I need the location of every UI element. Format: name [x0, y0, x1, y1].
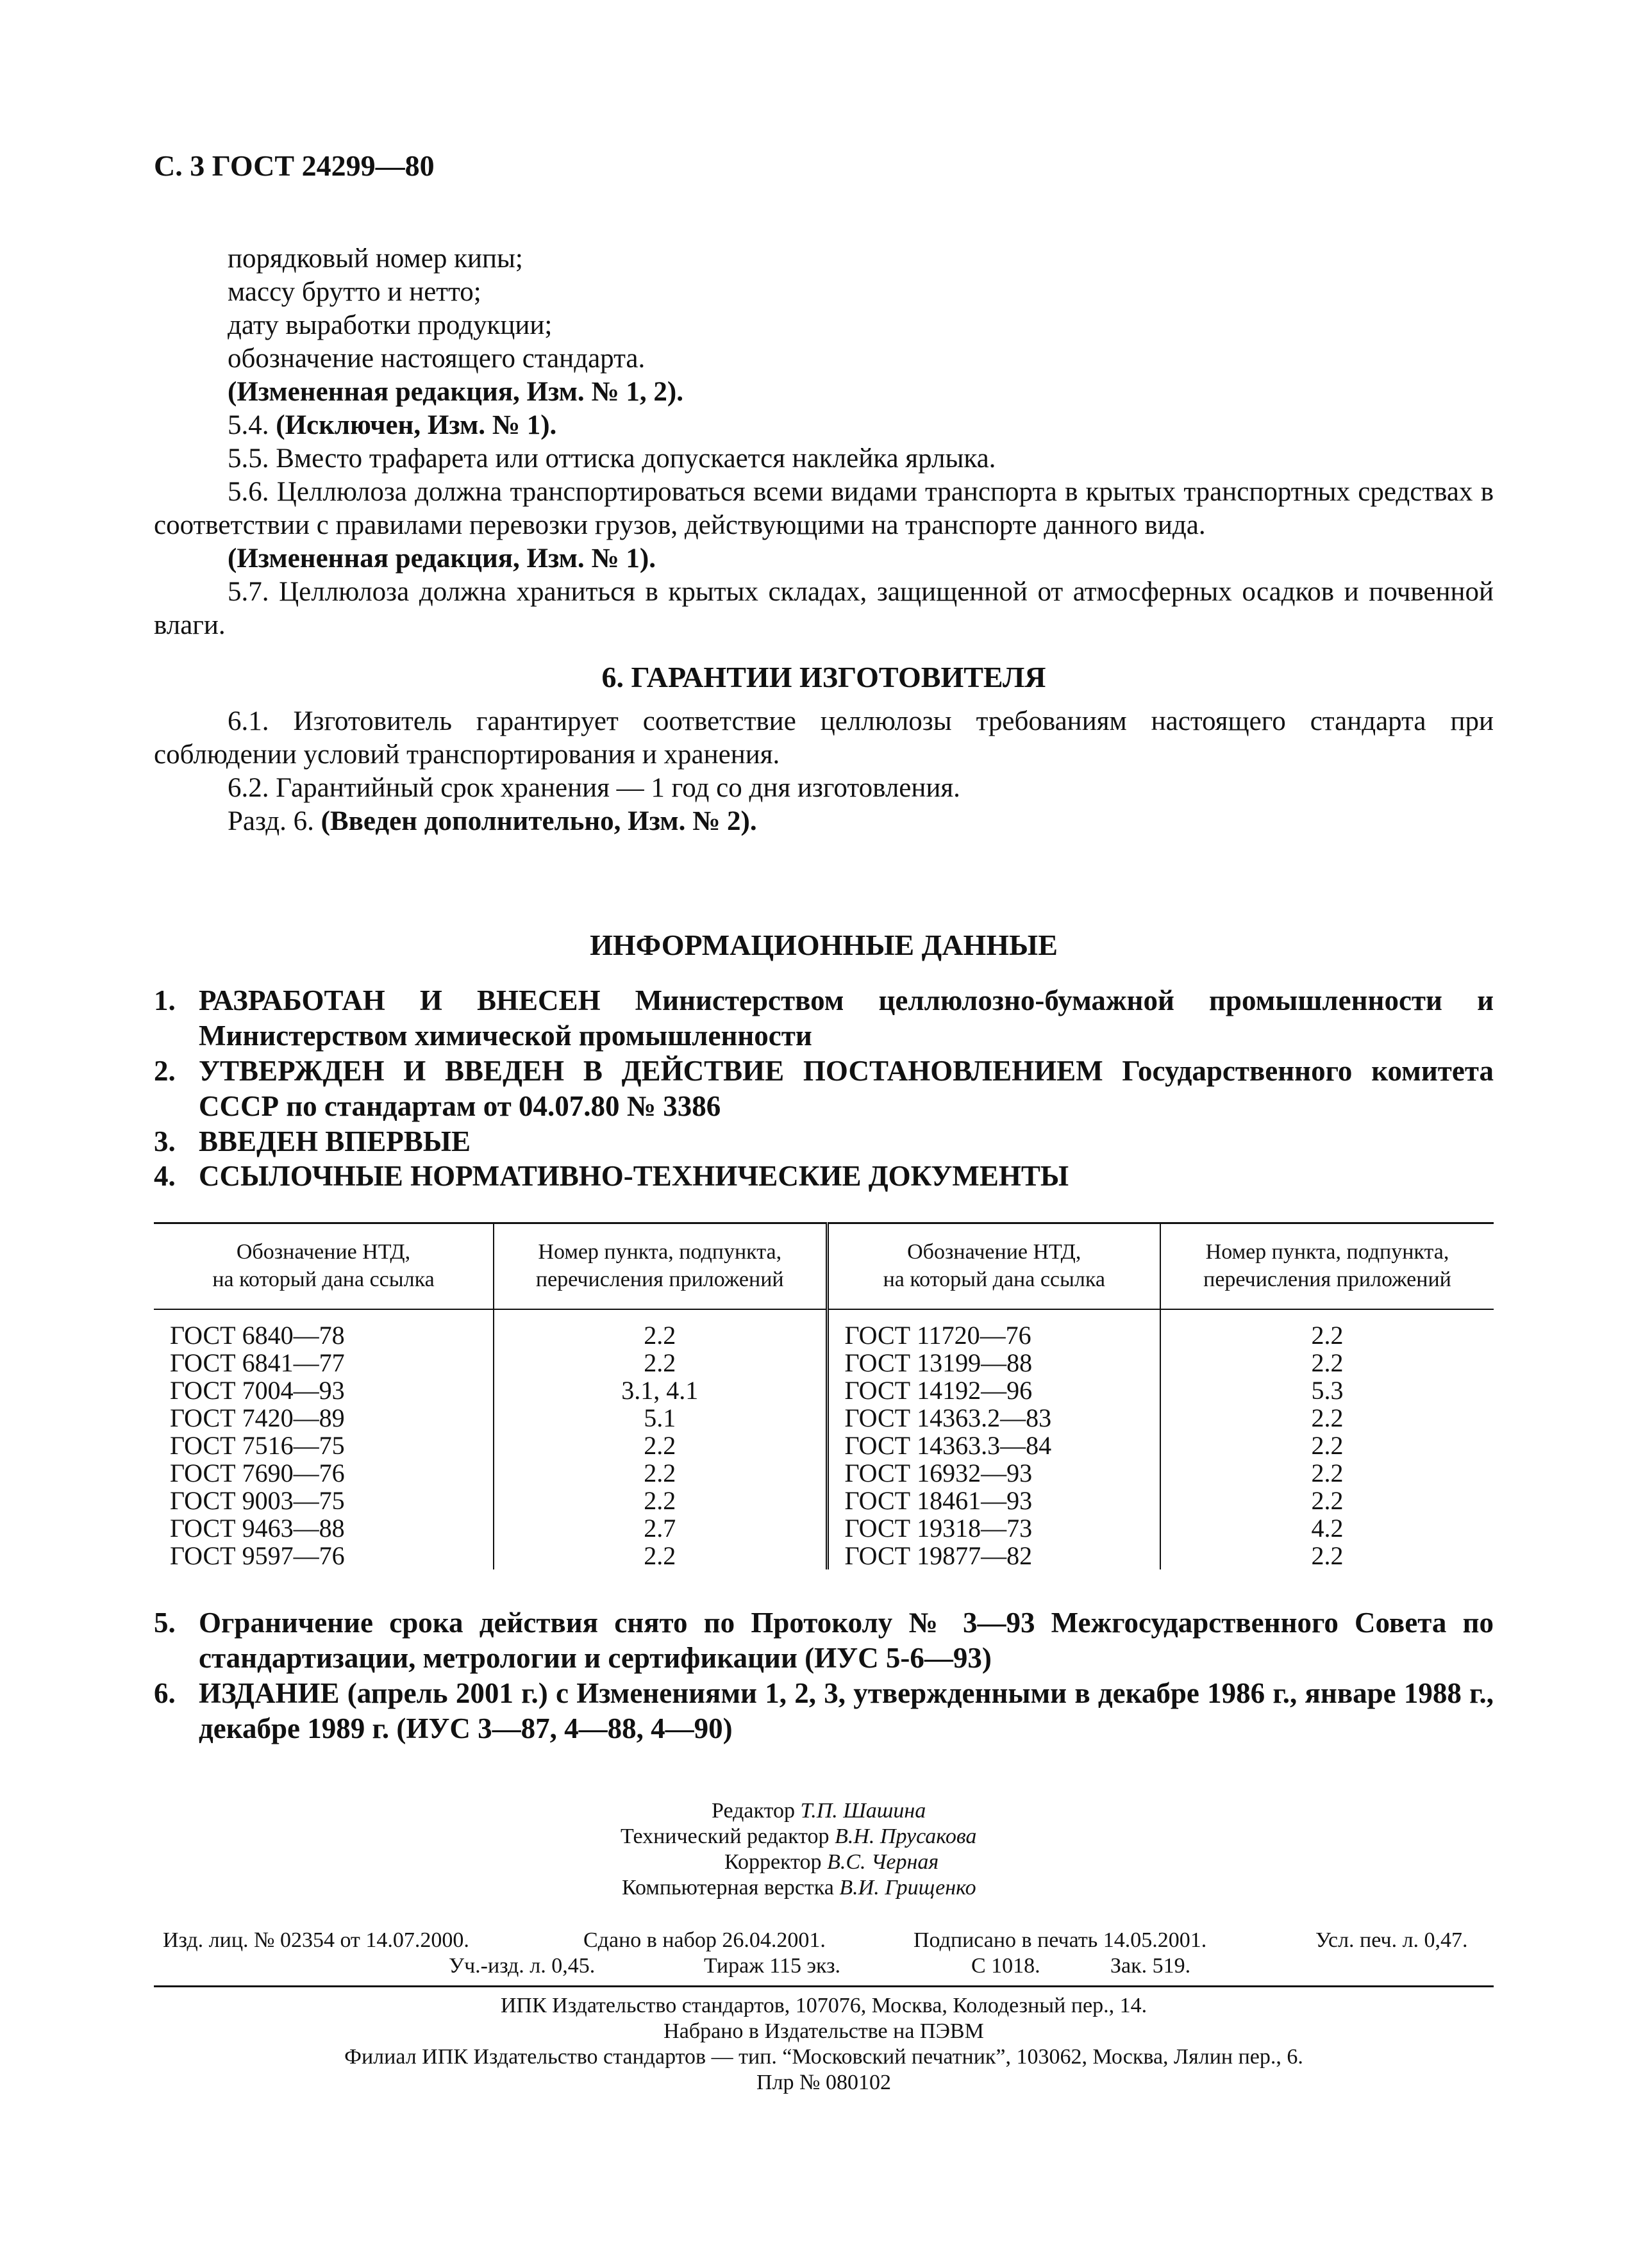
info-number: 4.: [154, 1160, 176, 1192]
info-text: РАЗРАБОТАН И ВНЕСЕН Министерством целлюлозно-бумажной промышленности и Министерством химической промышленности: [199, 984, 1494, 1052]
doc-cell: ГОСТ 13199—88: [827, 1349, 1160, 1377]
info-item-3: [154, 1124, 1494, 1159]
info-number: 1.: [154, 984, 176, 1016]
license-info: Изд. лиц. № 02354 от 14.07.2000.: [163, 1928, 469, 1952]
info-item-4: [154, 1159, 1494, 1194]
table-row: [154, 1377, 1494, 1404]
publisher-line: ИПК Издательство стандартов, 107076, Москва, Колодезный пер., 14.: [500, 1994, 1147, 2017]
doc-cell: ГОСТ 14363.2—83: [827, 1404, 1160, 1432]
clause-cell: 2.2: [1160, 1309, 1494, 1349]
clause-cell: 2.2: [494, 1309, 827, 1349]
info-text: ИЗДАНИЕ (апрель 2001 г.) с Изменениями 1, 2, 3, утвержденными в декабре 1986 г., январе 1988 г., декабре 1989 г. (ИУС 3—87, 4—88, 4—90): [199, 1677, 1494, 1744]
amendment-note: (Измененная редакция, Изм. № 1, 2).: [228, 377, 683, 407]
clause-cell: 2.2: [494, 1487, 827, 1514]
info-text: УТВЕРЖДЕН И ВВЕДЕН В ДЕЙСТВИЕ ПОСТАНОВЛЕНИЕМ Государственного комитета СССР по стандартам от 04.07.80 № 3386: [199, 1055, 1494, 1122]
print-sheets: Усл. печ. л. 0,47.: [1315, 1928, 1468, 1952]
info-item-2: [154, 1054, 1494, 1124]
doc-cell: ГОСТ 9597—76: [170, 1541, 345, 1570]
column-header: Обозначение НТД, на который дана ссылка: [827, 1223, 1160, 1310]
doc-cell: ГОСТ 7420—89: [170, 1403, 345, 1432]
clause-cell: 2.2: [494, 1349, 827, 1377]
info-title: ИНФОРМАЦИОННЫЕ ДАННЫЕ: [590, 929, 1058, 961]
clause-cell: 2.2: [1160, 1487, 1494, 1514]
signed-for-print: Подписано в печать 14.05.2001.: [914, 1928, 1207, 1952]
table-row: [154, 1349, 1494, 1377]
page-header: С. 3 ГОСТ 24299—80: [154, 149, 435, 182]
column-header: Номер пункта, подпункта, перечисления приложений: [1160, 1223, 1494, 1310]
clause-cell: 5.3: [1160, 1377, 1494, 1404]
clause-cell: 3.1, 4.1: [494, 1377, 827, 1404]
doc-cell: ГОСТ 7516—75: [170, 1431, 345, 1460]
clause-text: (Исключен, Изм. № 1).: [276, 410, 557, 440]
doc-cell: ГОСТ 7690—76: [170, 1459, 345, 1487]
doc-cell: ГОСТ 9463—88: [170, 1514, 345, 1543]
table-row: [154, 1514, 1494, 1542]
clause-cell: 4.2: [1160, 1514, 1494, 1542]
info-text: ВВЕДЕН ВПЕРВЫЕ: [199, 1125, 471, 1157]
publisher-line: Набрано в Издательстве на ПЭВМ: [663, 2019, 984, 2043]
doc-cell: ГОСТ 9003—75: [170, 1486, 345, 1515]
list-line: порядковый номер кипы;: [228, 244, 523, 274]
section-6-note: [228, 805, 757, 838]
doc-cell: ГОСТ 6841—77: [170, 1348, 345, 1377]
doc-cell: ГОСТ 11720—76: [827, 1309, 1160, 1349]
info-text: Ограничение срока действия снято по Протоколу № 3—93 Межгосударственного Совета по стандартизации, метрологии и сертификации (ИУС 5-6—93): [199, 1607, 1494, 1674]
doc-cell: ГОСТ 18461—93: [827, 1487, 1160, 1514]
reference-documents-table: [154, 1222, 1494, 1569]
publisher-line: Плр № 080102: [756, 2071, 891, 2094]
publication-code: С 1018.: [971, 1954, 1040, 1978]
table-row: [154, 1542, 1494, 1569]
clause-cell: 2.7: [494, 1514, 827, 1542]
publisher-sheets: Уч.-изд. л. 0,45.: [449, 1954, 596, 1978]
publisher-line: Филиал ИПК Издательство стандартов — тип. “Московский печатник”, 103062, Москва, Лялин пер., 6.: [344, 2045, 1303, 2069]
clause-cell: 2.2: [1160, 1349, 1494, 1377]
clause-cell: 2.2: [1160, 1542, 1494, 1569]
info-number: 2.: [154, 1055, 176, 1087]
divider: [154, 1985, 1494, 1987]
clause-cell: 2.2: [1160, 1459, 1494, 1487]
credit-layout: Компьютерная верстка В.И. Грищенко: [622, 1876, 976, 1900]
info-number: 6.: [154, 1677, 176, 1709]
doc-cell: ГОСТ 6840—78: [170, 1321, 345, 1350]
note-text: (Введен дополнительно, Изм. № 2).: [321, 806, 757, 836]
doc-cell: ГОСТ 19877—82: [827, 1542, 1160, 1569]
info-number: 3.: [154, 1125, 176, 1157]
clause-6-2: 6.2. Гарантийный срок хранения — 1 год со дня изготовления.: [228, 773, 960, 803]
table-row: [154, 1309, 1494, 1349]
note-prefix: Разд. 6.: [228, 806, 314, 836]
credit-corrector: Корректор В.С. Черная: [724, 1850, 939, 1874]
doc-cell: ГОСТ 19318—73: [827, 1514, 1160, 1542]
column-header: Номер пункта, подпункта, перечисления приложений: [494, 1223, 827, 1310]
clause-6-1: 6.1. Изготовитель гарантирует соответствие целлюлозы требованиям настоящего стандарта при соблюдении условий транспортирования и хранения.: [154, 706, 1494, 770]
table-row: [154, 1459, 1494, 1487]
clause-cell: 2.2: [494, 1459, 827, 1487]
clause-cell: 5.1: [494, 1404, 827, 1432]
list-line: обозначение настоящего стандарта.: [228, 344, 646, 374]
info-number: 5.: [154, 1607, 176, 1639]
clause-5-7: 5.7. Целлюлоза должна храниться в крытых складах, защищенной от атмосферных осадков и почвенной влаги.: [154, 577, 1494, 640]
sent-to-typeset: Сдано в набор 26.04.2001.: [583, 1928, 826, 1952]
doc-cell: ГОСТ 16932—93: [827, 1459, 1160, 1487]
info-item-6: [154, 1676, 1494, 1746]
clause-number: 5.4.: [228, 410, 269, 440]
order-number: Зак. 519.: [1110, 1954, 1191, 1978]
clause-cell: 2.2: [1160, 1404, 1494, 1432]
list-line: массу брутто и нетто;: [228, 277, 481, 307]
clause-5-6: 5.6. Целлюлоза должна транспортироваться всеми видами транспорта в крытых транспортных средствах в соответствии с правилами перевозки грузов, действующими на транспорте данного вида.: [154, 477, 1494, 540]
clause-cell: 2.2: [1160, 1432, 1494, 1459]
doc-cell: ГОСТ 14192—96: [827, 1377, 1160, 1404]
clause-5-4: [228, 409, 556, 442]
print-run: Тираж 115 экз.: [704, 1954, 841, 1978]
info-text: ССЫЛОЧНЫЕ НОРМАТИВНО-ТЕХНИЧЕСКИЕ ДОКУМЕНТЫ: [199, 1160, 1069, 1192]
table-row: [154, 1404, 1494, 1432]
clause-cell: 2.2: [494, 1542, 827, 1569]
table-row: [154, 1432, 1494, 1459]
credit-editor: Редактор Т.П. Шашина: [712, 1799, 926, 1823]
section-6-title: 6. ГАРАНТИИ ИЗГОТОВИТЕЛЯ: [601, 661, 1046, 693]
info-item-5: [154, 1605, 1494, 1676]
clause-5-5: 5.5. Вместо трафарета или оттиска допускается наклейка ярлыка.: [228, 443, 996, 474]
list-line: дату выработки продукции;: [228, 310, 553, 340]
column-header: Обозначение НТД, на который дана ссылка: [154, 1223, 494, 1310]
amendment-note: (Измененная редакция, Изм. № 1).: [228, 543, 656, 574]
credit-tech-editor: Технический редактор В.Н. Прусакова: [621, 1825, 977, 1848]
table-row: [154, 1487, 1494, 1514]
info-item-1: [154, 983, 1494, 1054]
doc-cell: ГОСТ 14363.3—84: [827, 1432, 1160, 1459]
doc-cell: ГОСТ 7004—93: [170, 1376, 345, 1405]
clause-cell: 2.2: [494, 1432, 827, 1459]
table-header-row: [154, 1223, 1494, 1310]
